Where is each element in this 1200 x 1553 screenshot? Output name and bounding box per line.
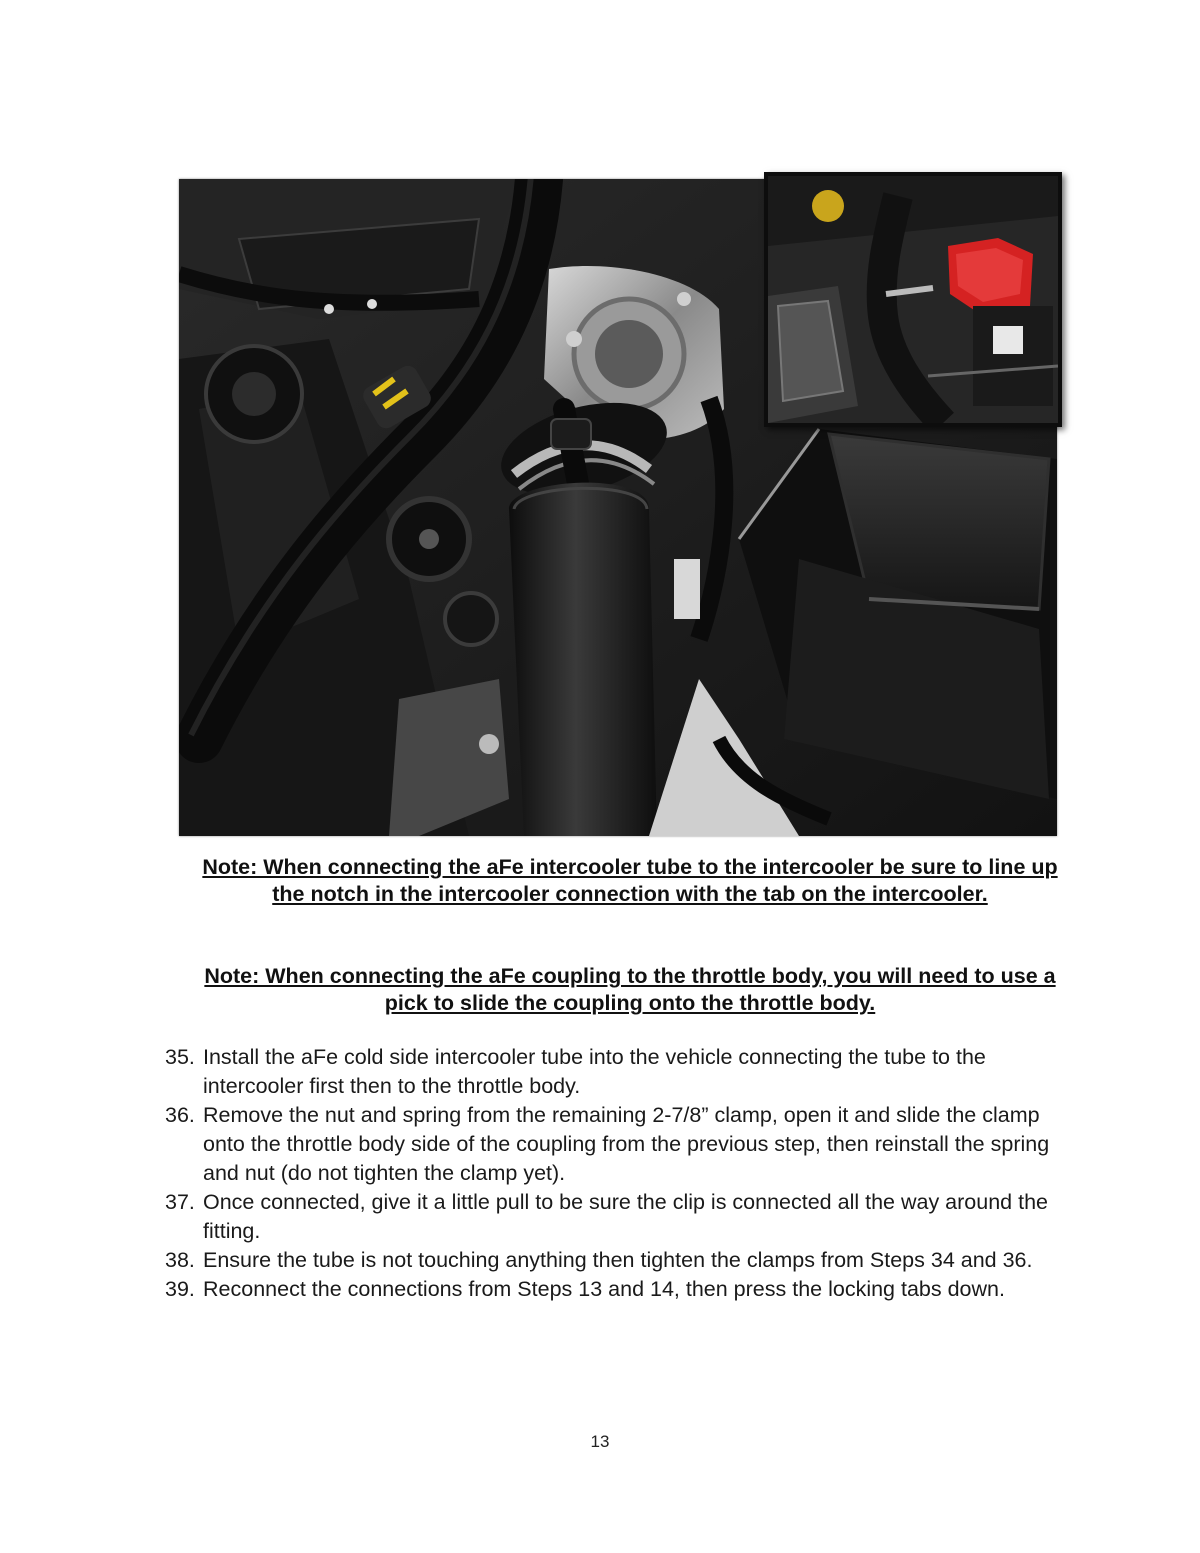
note-intercooler: Note: When connecting the aFe intercooler tube to the intercooler be sure to line up the notch in the intercooler connection with the tab on the intercooler. xyxy=(202,855,1058,906)
step-number: 36. xyxy=(165,1103,195,1127)
step-number: 35. xyxy=(165,1045,195,1069)
step-number: 39. xyxy=(165,1277,195,1301)
step-number: 37. xyxy=(165,1190,195,1214)
step-text: Reconnect the connections from Steps 13 and 14, then press the locking tabs down. xyxy=(203,1277,1005,1301)
note-coupling: Note: When connecting the aFe coupling to the throttle body, you will need to use a pick to slide the coupling onto the throttle body. xyxy=(204,964,1056,1015)
step-number: 38. xyxy=(165,1248,195,1272)
step-38 xyxy=(165,1246,1075,1275)
inset-photo xyxy=(764,172,1062,427)
step-35 xyxy=(165,1043,1075,1101)
step-text: Install the aFe cold side intercooler tube into the vehicle connecting the tube to the intercooler first then to the throttle body. xyxy=(203,1045,986,1098)
inset-illustration xyxy=(768,176,1058,423)
step-text: Once connected, give it a little pull to be sure the clip is connected all the way around the fitting. xyxy=(203,1190,1048,1243)
step-36 xyxy=(165,1101,1075,1188)
step-37 xyxy=(165,1188,1075,1246)
step-text: Ensure the tube is not touching anything then tighten the clamps from Steps 34 and 36. xyxy=(203,1248,1033,1272)
page-number: 13 xyxy=(590,1432,610,1451)
instruction-steps xyxy=(165,1043,1075,1304)
step-39 xyxy=(165,1275,1075,1304)
step-text: Remove the nut and spring from the remaining 2-7/8” clamp, open it and slide the clamp onto the throttle body side of the coupling from the previous step, then reinstall the spring and nut (do not tighten the clamp yet). xyxy=(203,1103,1050,1185)
